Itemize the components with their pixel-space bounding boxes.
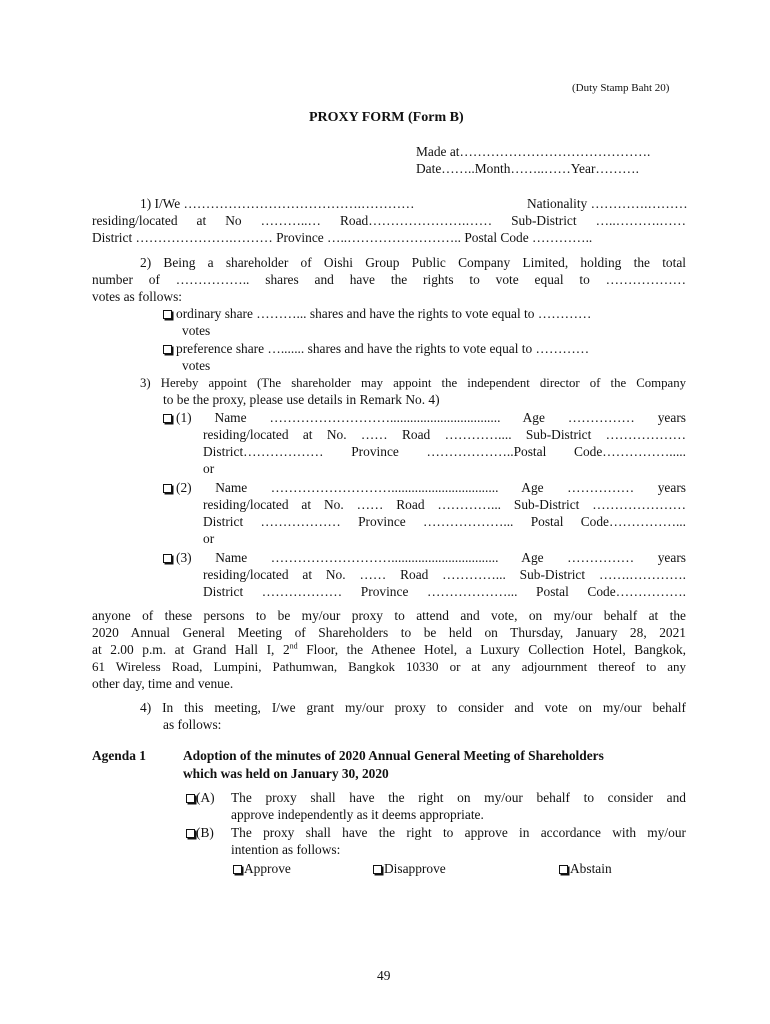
ordinary-share-checkbox[interactable]	[163, 310, 172, 319]
preference-votes-label: votes	[182, 358, 211, 373]
approve-checkbox[interactable]	[233, 865, 242, 874]
date-line: Date……..Month……..……Year……….	[416, 161, 639, 176]
proxy-3-name-row	[163, 550, 686, 566]
proxy-1-name-row	[163, 410, 686, 426]
option-b-label	[186, 825, 214, 841]
proxy-1-checkbox[interactable]	[163, 414, 172, 423]
section-1-district-line: District ………………….……… Province …..…………………….. Postal Code …………..	[92, 230, 593, 245]
proxy-2-residence: residing/located at No. …… Road …………... Sub-District …………………	[203, 497, 686, 512]
page-number: 49	[377, 968, 391, 983]
section-3-line-2: to be the proxy, please use details in Remark No. 4)	[163, 392, 440, 407]
paragraph-line-3-end: Floor, the Athenee Hotel, a Luxury Collection Hotel, Bangkok,	[297, 642, 686, 657]
section-4-line-2: as follows:	[163, 717, 222, 732]
option-a-label	[186, 790, 215, 806]
ordinal-superscript: nd	[289, 641, 298, 651]
made-at-line: Made at…………………………………….	[416, 144, 651, 159]
preference-share-option	[163, 341, 589, 357]
section-2-line-3: votes as follows:	[92, 289, 183, 304]
preference-share-checkbox[interactable]	[163, 345, 172, 354]
abstain-label: Abstain	[570, 861, 612, 876]
section-1-nationality: Nationality ………….………	[527, 196, 688, 211]
ordinary-votes-label: votes	[182, 323, 211, 338]
proxy-2-checkbox[interactable]	[163, 484, 172, 493]
proxy-2-name-row	[163, 480, 686, 496]
section-1-residence-line: residing/located at No ………..… Road………………….…… Sub-District …..……….……	[92, 213, 686, 228]
paragraph-line-2: 2020 Annual General Meeting of Shareholders to be held on Thursday, January 28, 2021	[92, 625, 686, 640]
proxy-1-residence: residing/located at No. …… Road ………….... Sub-District ………………	[203, 427, 686, 442]
paragraph-line-3-start: at 2.00 p.m. at Grand Hall I, 2	[92, 642, 290, 657]
disapprove-option	[373, 861, 446, 877]
disapprove-label: Disapprove	[384, 861, 446, 876]
proxy-3-name-text: (3) Name ………………………................................ Age …………… years	[176, 550, 686, 565]
paragraph-line-1: anyone of these persons to be my/our proxy to attend and vote, on my/our behalf at the	[92, 608, 686, 623]
or-separator-1: or	[203, 461, 215, 476]
agenda-title-line-2: which was held on January 30, 2020	[183, 766, 389, 781]
proxy-2-name-text: (2) Name ………………………................................ Age …………… years	[176, 480, 686, 495]
option-a-checkbox[interactable]	[186, 794, 195, 803]
proxy-1-name-text: (1) Name ………………………................................. Age …………… years	[176, 410, 686, 425]
abstain-option	[559, 861, 612, 877]
option-b-text-2: intention as follows:	[231, 842, 341, 857]
section-3-line-1: 3) Hereby appoint (The shareholder may appoint the independent director of the Company	[140, 376, 686, 390]
duty-stamp-note: (Duty Stamp Baht 20)	[572, 82, 670, 94]
agenda-title-line-1: Adoption of the minutes of 2020 Annual General Meeting of Shareholders	[183, 748, 604, 763]
ordinary-share-option	[163, 306, 591, 322]
proxy-3-district: District ……………… Province ………………... Postal Code…………….	[203, 584, 686, 599]
section-2-line-1: 2) Being a shareholder of Oishi Group Public Company Limited, holding the total	[140, 255, 686, 270]
form-title: PROXY FORM (Form B)	[309, 110, 464, 125]
section-2-line-2: number of …………….. shares and have the rights to vote equal to ………………	[92, 272, 686, 287]
proxy-3-residence: residing/located at No. …… Road …………... Sub-District …….………….	[203, 567, 686, 582]
option-b-checkbox[interactable]	[186, 829, 195, 838]
paragraph-line-4: 61 Wireless Road, Lumpini, Pathumwan, Bangkok 10330 or at any adjournment thereof to any	[92, 659, 686, 674]
section-1-name-line: 1) I/We ………………………………….…………	[140, 196, 415, 211]
option-a-text-1: The proxy shall have the right on my/our behalf to consider and	[231, 790, 686, 805]
abstain-checkbox[interactable]	[559, 865, 568, 874]
proxy-1-district: District……………… Province ………………..Postal Code…………….....	[203, 444, 686, 459]
preference-share-label: preference share …....... shares and have the rights to vote equal to …………	[176, 341, 590, 356]
ordinary-share-label: ordinary share ………... shares and have the rights to vote equal to …………	[176, 306, 592, 321]
proxy-2-district: District ……………… Province ………………... Postal Code……………...	[203, 514, 686, 529]
or-separator-2: or	[203, 531, 215, 546]
option-b-text-1: The proxy shall have the right to approve in accordance with my/our	[231, 825, 686, 840]
disapprove-checkbox[interactable]	[373, 865, 382, 874]
option-a-letter: (A)	[196, 790, 215, 805]
option-a-text-2: approve independently as it deems appropriate.	[231, 807, 484, 822]
agenda-label: Agenda 1	[92, 748, 146, 763]
proxy-3-checkbox[interactable]	[163, 554, 172, 563]
option-b-letter: (B)	[196, 825, 214, 840]
approve-option	[233, 861, 291, 877]
paragraph-line-5: other day, time and venue.	[92, 676, 234, 691]
approve-label: Approve	[244, 861, 291, 876]
section-4-line-1: 4) In this meeting, I/we grant my/our proxy to consider and vote on my/our behalf	[140, 700, 686, 715]
paragraph-line-3	[92, 642, 686, 658]
